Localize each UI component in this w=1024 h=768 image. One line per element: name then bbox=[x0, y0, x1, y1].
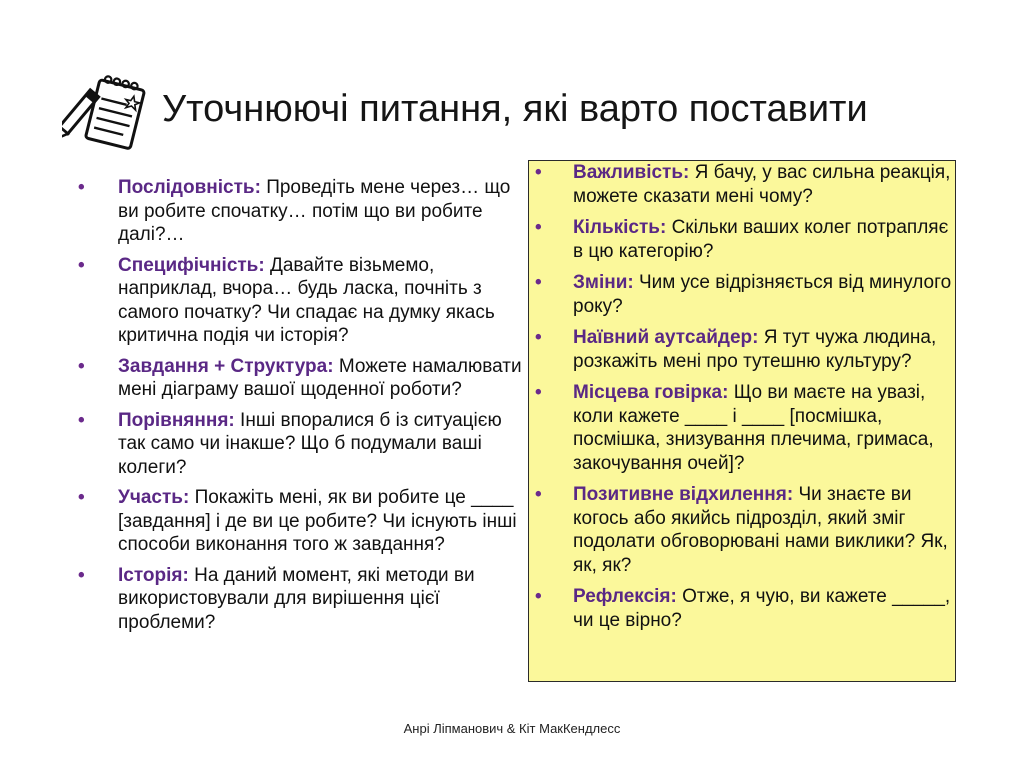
item-text: Інші впоралися б із ситуацією так само чи інакше? Що б подумали ваші колеги? bbox=[118, 409, 502, 478]
item-term: Позитивне відхилення: bbox=[573, 484, 794, 505]
item-text: Що ви маєте на увазі, коли кажете ____ і ____ [посмішка, посмішка, знизування плечима, гримаса, закочування очей]? bbox=[573, 382, 934, 474]
item-term: Порівняння: bbox=[118, 409, 235, 431]
item-term: Зміни: bbox=[573, 272, 634, 293]
right-question-item bbox=[529, 483, 955, 577]
item-text: Скільки ваших колег потрапляє в цю категорію? bbox=[573, 217, 949, 262]
right-question-item bbox=[529, 585, 955, 632]
bullet-icon: • bbox=[535, 217, 542, 238]
item-text: Можете намалювати мені діаграму вашої щоденної роботи? bbox=[118, 355, 522, 400]
item-text: Покажіть мені, як ви робите це ____ [завдання] і де ви це робите? Чи існують інші способи виконання того ж завдання? bbox=[118, 487, 517, 555]
item-term: Рефлексія: bbox=[573, 586, 677, 607]
bullet-icon: • bbox=[78, 177, 85, 198]
item-text: Чим усе відрізняється від минулого року? bbox=[573, 272, 952, 317]
notepad-pencil-icon bbox=[62, 72, 154, 158]
item-term: Наївний аутсайдер: bbox=[573, 327, 759, 348]
bullet-icon: • bbox=[535, 162, 542, 183]
bullet-icon: • bbox=[535, 382, 542, 403]
left-question-item bbox=[72, 355, 524, 402]
right-question-list bbox=[529, 161, 955, 632]
left-column bbox=[72, 176, 524, 641]
item-text: Давайте візьмемо, наприклад, вчора… будь ласка, почніть з самого початку? Чи спадає на думку якась критична подія чи історія? bbox=[118, 254, 495, 346]
item-term: Кількість: bbox=[573, 217, 667, 238]
item-term: Послідовність: bbox=[118, 177, 261, 198]
bullet-icon: • bbox=[78, 355, 85, 377]
item-text: Проведіть мене через… що ви робите спочатку… потім що ви робите далі?… bbox=[118, 177, 511, 245]
left-question-item bbox=[72, 176, 524, 247]
right-question-item bbox=[529, 271, 955, 318]
item-text: Я тут чужа людина, розкажіть мені про тутешню культуру? bbox=[573, 327, 937, 372]
item-text: Я бачу, у вас сильна реакція, можете сказати мені чому? bbox=[573, 162, 951, 207]
bullet-icon: • bbox=[78, 487, 85, 508]
right-question-item bbox=[529, 161, 955, 208]
item-text: Отже, я чую, ви кажете _____, чи це вірно? bbox=[573, 586, 951, 631]
item-text: Чи знаєте ви когось або якийсь підрозділ, який зміг подолати обговорювані нами виклики? Як, як, як? bbox=[573, 484, 948, 576]
left-question-list bbox=[72, 176, 524, 634]
footer-credit: Анрі Ліпманович & Кіт МакКендлесс bbox=[403, 721, 621, 736]
right-question-item bbox=[529, 381, 955, 475]
left-question-item bbox=[72, 409, 524, 480]
item-term: Участь: bbox=[118, 487, 190, 508]
bullet-icon: • bbox=[78, 409, 85, 431]
left-question-item bbox=[72, 564, 524, 635]
right-question-item bbox=[529, 326, 955, 373]
item-text: На даний момент, які методи ви використовували для вирішення цієї проблеми? bbox=[118, 564, 475, 633]
left-question-item bbox=[72, 486, 524, 557]
highlight-box bbox=[528, 160, 956, 682]
item-term: Завдання + Структура: bbox=[118, 355, 334, 377]
bullet-icon: • bbox=[535, 484, 542, 505]
item-term: Специфічність: bbox=[118, 254, 265, 276]
bullet-icon: • bbox=[535, 272, 542, 293]
bullet-icon: • bbox=[78, 564, 85, 586]
bullet-icon: • bbox=[78, 254, 85, 276]
item-term: Місцева говірка: bbox=[573, 382, 729, 403]
item-term: Важливість: bbox=[573, 162, 690, 183]
slide-title: Уточнюючі питання, які варто поставити bbox=[162, 88, 868, 130]
bullet-icon: • bbox=[535, 586, 542, 607]
right-question-item bbox=[529, 216, 955, 263]
left-question-item bbox=[72, 254, 524, 348]
item-term: Історія: bbox=[118, 564, 189, 586]
bullet-icon: • bbox=[535, 327, 542, 348]
